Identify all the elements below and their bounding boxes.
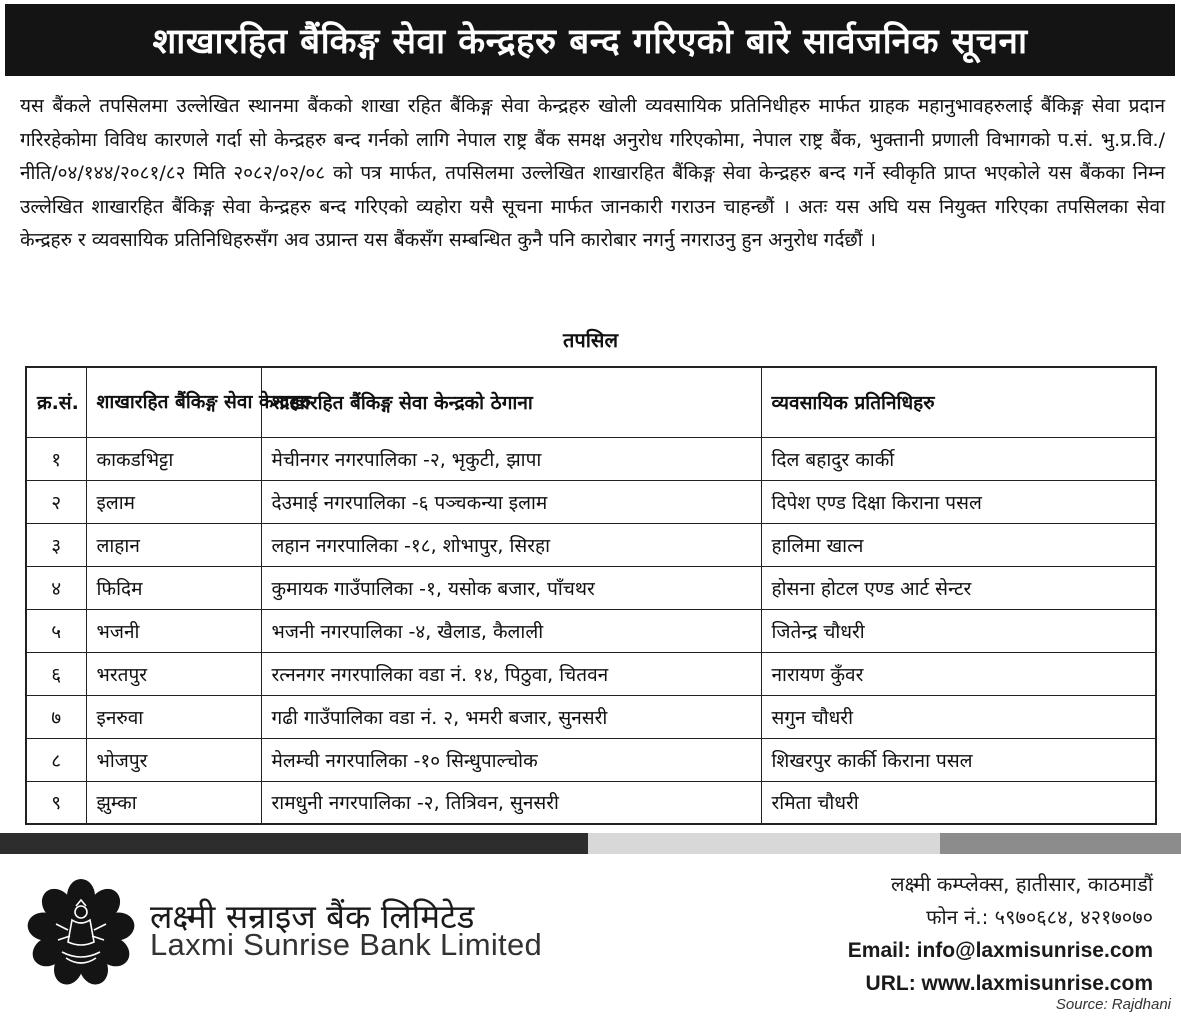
table-row bbox=[26, 480, 1156, 523]
cell-address: मेलम्ची नगरपालिका -१० सिन्धुपाल्चोक bbox=[261, 738, 761, 781]
table-row bbox=[26, 437, 1156, 480]
bank-name-english: Laxmi Sunrise Bank Limited bbox=[150, 927, 543, 962]
table-header-row bbox=[26, 367, 1156, 437]
divider-strip-light bbox=[588, 833, 940, 854]
cell-center: इलाम bbox=[86, 480, 261, 523]
table-row bbox=[26, 781, 1156, 824]
cell-address: देउमाई नगरपालिका -६ पञ्चकन्या इलाम bbox=[261, 480, 761, 523]
cell-sn: ९ bbox=[26, 781, 86, 824]
cell-center: झुम्का bbox=[86, 781, 261, 824]
cell-address: मेचीनगर नगरपालिका -२, भृकुटी, झापा bbox=[261, 437, 761, 480]
bank-phone: फोन नं.: ५९७०६८४, ४२१७०७० bbox=[926, 905, 1153, 929]
cell-address: लहान नगरपालिका -१८, शोभापुर, सिरहा bbox=[261, 523, 761, 566]
notice-title-bar bbox=[5, 4, 1175, 76]
service-centers-table bbox=[25, 366, 1157, 825]
cell-sn: ६ bbox=[26, 652, 86, 695]
cell-representative: रमिता चौधरी bbox=[761, 781, 1156, 824]
table-row bbox=[26, 695, 1156, 738]
notice-body: यस बैंकले तपसिलमा उल्लेखित स्थानमा बैंकको शाखा रहित बैंकिङ्ग सेवा केन्द्रहरु खोली व्यवसायिक प्रतिनिधीहरु मार्फत ग्राहक महानुभावहरुलाई बैंकिङ्ग सेवा प्रदान गरिरहेकोमा विविध कारणले गर्दा सो केन्द्रहरु बन्द गर्नको लागि नेपाल राष्ट्र बैंक समक्ष अनुरोध गरिएकोमा, नेपाल राष्ट्र बैंक, भुक्तानी प्रणाली विभागको प.सं. भु.प्र.वि./नीति/०४/१४४/२०८१/८२ मिति २०८२/०२/०८ को पत्र मार्फत, तपसिलमा उल्लेखित शाखारहित बैंकिङ्ग सेवा केन्द्रहरु बन्द गर्ने स्वीकृति प्राप्त भएकोले यस बैंकका निम्न उल्लेखित शाखारहित बैंकिङ्ग सेवा केन्द्रहरु बन्द गरिएको व्यहोरा यसै सूचना मार्फत जानकारी गराउन चाहन्छौं । अतः यस अघि यस नियुक्त गरिएका तपसिलका सेवा केन्द्रहरु र व्यवसायिक प्रतिनिधिहरुसँग अव उप्रान्त यस बैंकसँग सम्बन्धित कुनै पनि कारोबार नगर्नु नगराउनु हुन अनुरोध गर्दछौं । bbox=[20, 95, 1165, 251]
cell-center: भोजपुर bbox=[86, 738, 261, 781]
table-row bbox=[26, 738, 1156, 781]
cell-center: काकडभिट्टा bbox=[86, 437, 261, 480]
source-credit: Source: Rajdhani bbox=[1055, 996, 1171, 1013]
cell-sn: ७ bbox=[26, 695, 86, 738]
cell-sn: १ bbox=[26, 437, 86, 480]
cell-address: भजनी नगरपालिका -४, खैलाड, कैलाली bbox=[261, 609, 761, 652]
lotus-deity-logo-icon bbox=[28, 880, 134, 986]
divider-strip-mid bbox=[940, 833, 1181, 854]
header-representative: व्यवसायिक प्रतिनिधिहरु bbox=[761, 367, 1156, 437]
cell-representative: दिपेश एण्ड दिक्षा किराना पसल bbox=[761, 480, 1156, 523]
header-center: शाखारहित बैंकिङ्ग सेवा केन्द्रहरु bbox=[86, 367, 261, 437]
divider-strip-dark bbox=[0, 833, 588, 854]
bank-url: URL: www.laxmisunrise.com bbox=[865, 972, 1153, 995]
cell-representative: होसना होटल एण्ड आर्ट सेन्टर bbox=[761, 566, 1156, 609]
cell-address: रामधुनी नगरपालिका -२, तित्रिवन, सुनसरी bbox=[261, 781, 761, 824]
cell-address: कुमायक गाउँपालिका -१, यसोक बजार, पाँचथर bbox=[261, 566, 761, 609]
table-row bbox=[26, 609, 1156, 652]
tapasil-heading: तपसिल bbox=[562, 328, 619, 352]
header-sn: क्र.सं. bbox=[26, 367, 86, 437]
notice-title: शाखारहित बैंकिङ्ग सेवा केन्द्रहरु बन्द गरिएको बारे सार्वजनिक सूचना bbox=[152, 21, 1028, 62]
cell-center: भजनी bbox=[86, 609, 261, 652]
bank-name-nepali: लक्ष्मी सन्राइज बैंक लिमिटेड bbox=[150, 897, 475, 936]
cell-sn: ३ bbox=[26, 523, 86, 566]
cell-representative: हालिमा खात्न bbox=[761, 523, 1156, 566]
cell-representative: सगुन चौधरी bbox=[761, 695, 1156, 738]
table-body bbox=[26, 437, 1156, 824]
cell-representative: जितेन्द्र चौधरी bbox=[761, 609, 1156, 652]
cell-sn: ५ bbox=[26, 609, 86, 652]
cell-address: रत्ननगर नगरपालिका वडा नं. १४, पिठुवा, चितवन bbox=[261, 652, 761, 695]
table-row bbox=[26, 652, 1156, 695]
bank-email: Email: info@laxmisunrise.com bbox=[847, 939, 1153, 962]
cell-center: लाहान bbox=[86, 523, 261, 566]
cell-address: गढी गाउँपालिका वडा नं. २, भमरी बजार, सुनसरी bbox=[261, 695, 761, 738]
cell-representative: शिखरपुर कार्की किराना पसल bbox=[761, 738, 1156, 781]
cell-center: भरतपुर bbox=[86, 652, 261, 695]
cell-representative: नारायण कुँवर bbox=[761, 652, 1156, 695]
cell-center: फिदिम bbox=[86, 566, 261, 609]
table-row bbox=[26, 566, 1156, 609]
header-address: शाखारहित बैंकिङ्ग सेवा केन्द्रको ठेगाना bbox=[261, 367, 761, 437]
cell-representative: दिल बहादुर कार्की bbox=[761, 437, 1156, 480]
cell-sn: ४ bbox=[26, 566, 86, 609]
bank-contact-block bbox=[553, 868, 1153, 1000]
bank-address: लक्ष्मी कम्प्लेक्स, हातीसार, काठमाडौं bbox=[891, 872, 1153, 896]
cell-sn: २ bbox=[26, 480, 86, 523]
cell-sn: ८ bbox=[26, 738, 86, 781]
cell-center: इनरुवा bbox=[86, 695, 261, 738]
table-row bbox=[26, 523, 1156, 566]
